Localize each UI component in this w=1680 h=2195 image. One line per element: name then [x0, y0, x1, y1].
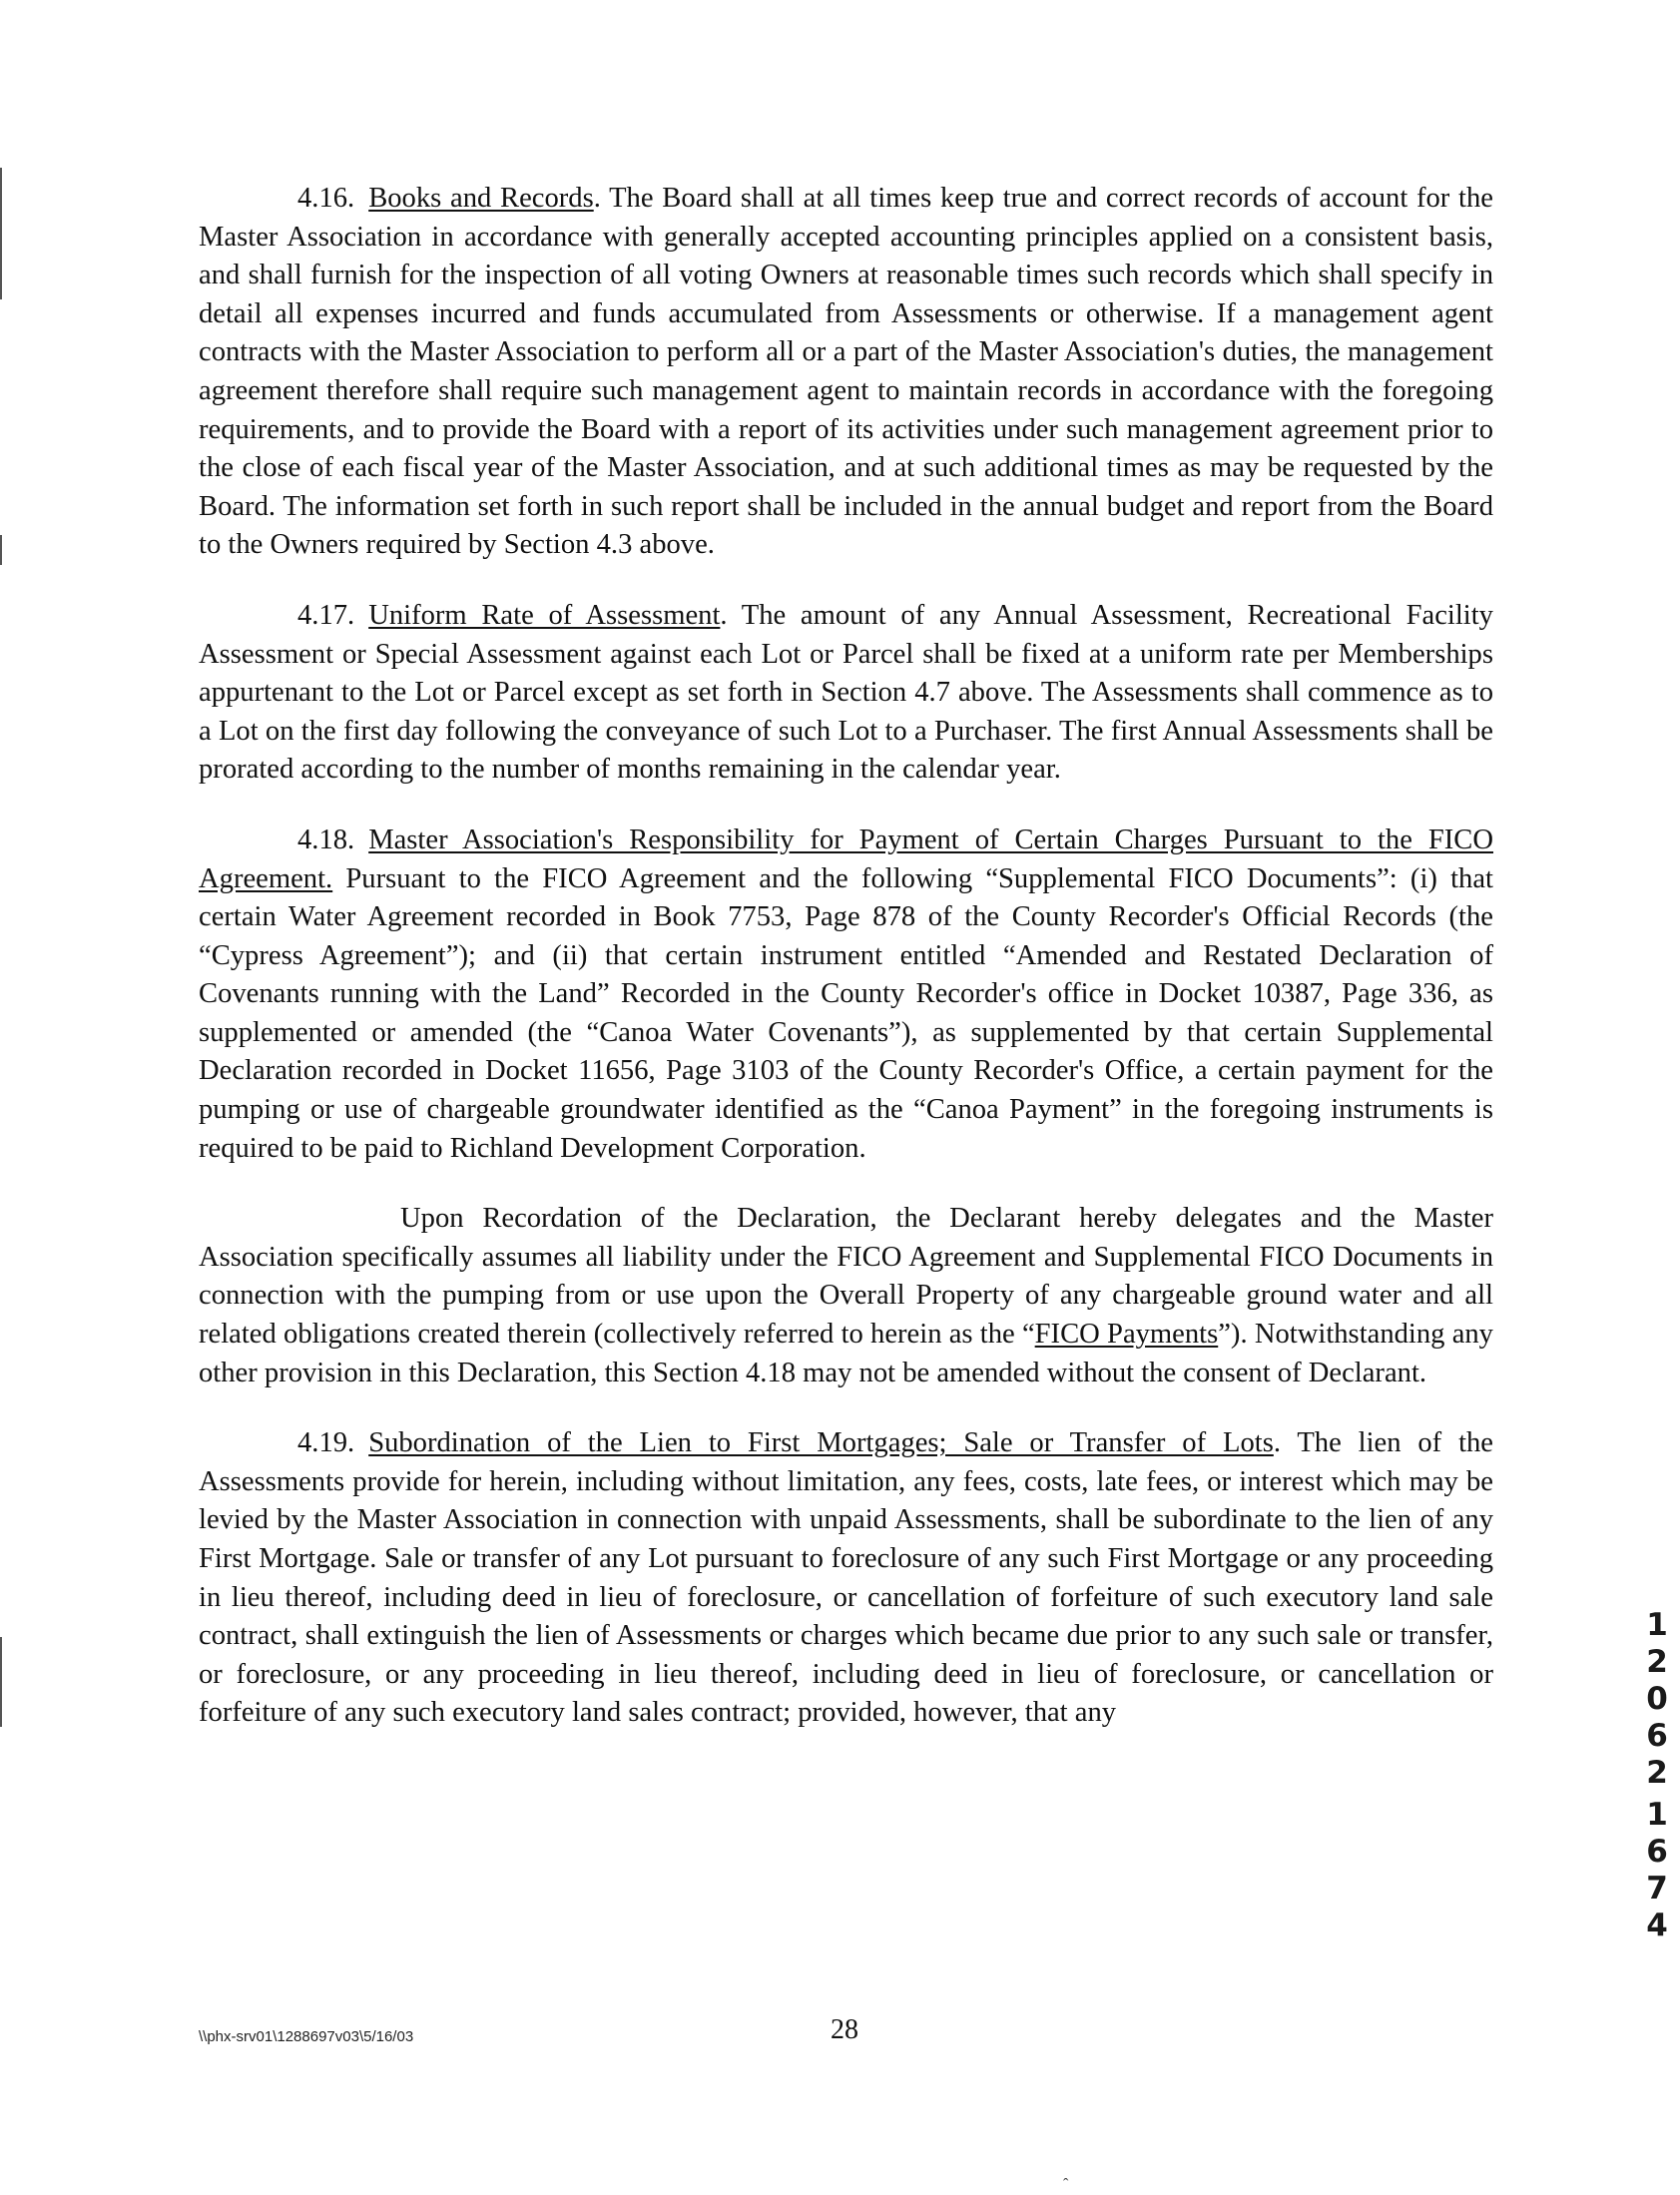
section-heading: Uniform Rate of Assessment	[368, 599, 721, 631]
stamp-digit: 4	[1646, 1908, 1668, 1943]
defined-term-fico-payments: FICO Payments	[1034, 1319, 1219, 1351]
section-4-18	[199, 822, 1493, 1168]
section-number: 4.17.	[297, 599, 355, 631]
stamp-digit: 2	[1646, 1755, 1668, 1791]
section-heading: Subordination of the Lien to First Mortgages; Sale or Transfer of Lots	[368, 1427, 1274, 1459]
body-text	[199, 180, 1493, 1765]
section-number: 4.18.	[297, 823, 355, 855]
docket-number-stamp	[1644, 1607, 1670, 1792]
stamp-digit: 1	[1646, 1607, 1668, 1643]
section-number: 4.19.	[297, 1427, 355, 1459]
section-4-18-continuation	[199, 1200, 1493, 1392]
stamp-digit: 6	[1646, 1718, 1668, 1754]
stamp-digit: 7	[1646, 1871, 1668, 1907]
section-4-16	[199, 180, 1493, 565]
section-4-17	[199, 597, 1493, 790]
continuation-text: Upon Recordation of the Declaration, the Declarant hereby delegates and the Master Association specifically assumes all liability under the FICO Agreement and Supplemental FICO Documents in connection with the pumping from or use upon the Overall Property of any chargeable ground water and all related obligations created therein (collectively referred to herein as the “	[199, 1203, 1493, 1351]
section-heading: Books and Records	[368, 183, 594, 214]
footer-document-path: \\phx-srv01\1288697v03\5/16/03	[199, 2028, 414, 2045]
binding-mark-top	[0, 168, 2, 299]
section-text: . The amount of any Annual Assessment, Recreational Facility Assessment or Special Assessment against each Lot or Parcel shall be fixed at a uniform rate per Memberships appurtenant to the Lot or Parcel except as set forth in Section 4.7 above. The Assessments shall commence as to a Lot on the first day following the conveyance of such Lot to a Purchaser. The first Annual Assessments shall be prorated according to the number of months remaining in the calendar year.	[199, 599, 1493, 786]
scan-artifact: ˆ	[1063, 2176, 1069, 2193]
stamp-digit: 1	[1646, 1797, 1668, 1833]
binding-mark-bottom	[0, 1637, 2, 1727]
section-number: 4.16.	[297, 183, 355, 214]
page-number-stamp	[1644, 1797, 1670, 1944]
stamp-digit: 6	[1646, 1834, 1668, 1870]
section-4-19	[199, 1424, 1493, 1733]
stamp-digit: 2	[1646, 1644, 1668, 1680]
section-text: . The Board shall at all times keep true and correct records of account for the Master Association in accordance with generally accepted accounting principles applied on a consistent basis, and shall furnish for the inspection of all voting Owners at reasonable times such records which shall specify in detail all expenses incurred and funds accumulated from Assessments or otherwise. If a management agent contracts with the Master Association to perform all or a part of the Master Association's duties, the management agreement therefore shall require such management agent to maintain records in accordance with the foregoing requirements, and to provide the Board with a report of its activities under such management agreement prior to the close of each fiscal year of the Master Association, and at such additional times as may be requested by the Board. The information set forth in such report shall be included in the annual budget and report from the Board to the Owners required by Section 4.3 above.	[199, 183, 1493, 561]
page-number: 28	[831, 2014, 858, 2045]
section-heading: Master Association's Responsibility for Payment of Certain Charges Pursuant to the FICO Agreement.	[199, 823, 1493, 894]
continuation-text-end: ”). Notwithstanding any other provision in this Declaration, this Section 4.18 may not be amended without the consent of Declarant.	[199, 1319, 1493, 1388]
stamp-digit: 0	[1646, 1681, 1668, 1717]
binding-mark-middle	[0, 535, 2, 565]
section-text: Pursuant to the FICO Agreement and the following “Supplemental FICO Documents”: (i) that certain Water Agreement recorded in Book 7753, Page 878 of the County Recorder's Official Records (the “Cypress Agreement”); and (ii) that certain instrument entitled “Amended and Restated Declaration of Covenants running with the Land” Recorded in the County Recorder's office in Docket 10387, Page 336, as supplemented or amended (the “Canoa Water Covenants”), as supplemented by that certain Supplemental Declaration recorded in Docket 11656, Page 3103 of the County Recorder's Office, a certain payment for the pumping or use of chargeable groundwater identified as the “Canoa Payment” in the foregoing instruments is required to be paid to Richland Development Corporation.	[199, 862, 1493, 1164]
section-text: . The lien of the Assessments provide for herein, including without limitation, any fees, costs, late fees, or interest which may be levied by the Master Association in connection with unpaid Assessments, shall be subordinate to the lien of any First Mortgage. Sale or transfer of any Lot pursuant to foreclosure of any such First Mortgage or any proceeding in lieu thereof, including deed in lieu of foreclosure, or cancellation of forfeiture of such executory land sale contract, shall extinguish the lien of Assessments or charges which became due prior to any such sale or transfer, or foreclosure, or any proceeding in lieu thereof, including deed in lieu of foreclosure, or cancellation or forfeiture of any such executory land sales contract; provided, however, that any	[199, 1427, 1494, 1729]
